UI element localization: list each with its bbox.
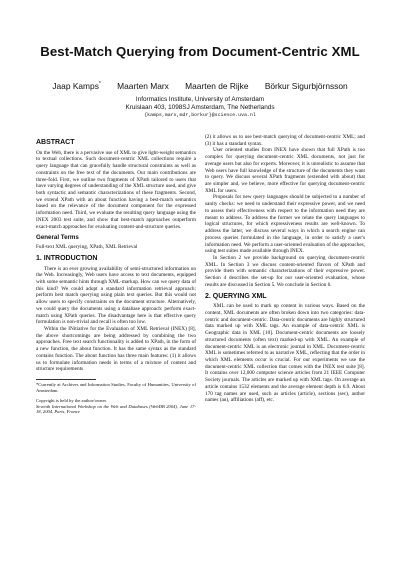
abstract-heading: ABSTRACT [36,139,75,146]
right-column [205,134,365,404]
affiliation-address: Kruislaan 403, 1098SJ Amsterdam, The Netherlands [125,104,275,112]
body-paragraph: User oriented studies from INEX have shown that full XPath is too complex for querying document-centric XML documents, not just for average users but also for experts. Moreover, it is unrealistic to assume that Web users have full knowledge of the structure of the documents they want to query. We discuss several XPath fragments (extended with about) that are simpler and, we believe, more effective for querying document-centric XML for users. [205,147,365,194]
author-footnote-mark: * [98,81,101,88]
author-name: Börkur Sigurbjörnsson [264,81,348,91]
body-paragraph: XML can be used to mark up content in various ways. Based on the content, XML documents are often broken down into two categories: data-centric and document-centric. Data-centric documents are highly structured data marked up with XML tags. An example of data-centric XML is Geographic data in XML [10]. Document-centric documents are loosely structured documents (often text) marked-up with XML. An example of document-centric XML is an electronic journal in XML. Document-centric XML is sometimes referred to as narrative XML, reflecting that the order in which XML elements occur is crucial. For our experiments we use the document-centric XML collection that comes with the INEX test suite [8]. It contains over 12,000 computer science articles from 21 IEEE Computer Society journals. The articles are marked up with XML tags. On average an article contains 1532 elements and the average element depth is 6.9. About 170 tag names are used, such as articles (article), sections (sec), author names (au), affiliations (aff), etc. [205,303,365,404]
querying-xml-heading: 2. QUERYING XML [205,292,267,300]
body-paragraph: In Section 2 we provide background on querying document-centric XML. In Section 3 we discuss content-oriented flavors of XPath and provide them with semantic characterizations of their expressive power. Section 4 describes the set-up for our user-oriented evaluation, whose results are discussed in Section 5. We conclude in Section 6. [205,254,365,288]
footnote: *Currently at Archives and Information Studies, Faculty of Humanities, University of Amsterdam. [36,382,196,393]
affiliation-email: {kamps,marx,mdr,borkur}@science.uva.nl [144,113,256,119]
author-name: Jaap Kamps* [52,81,101,91]
general-terms-heading: General Terms [36,234,79,242]
introduction-paragraph: Within the INitiative for the Evaluation of XML Retrieval (INEX) [8], the above shortcomings are being addressed by combining the two approaches. Free text search functionality is added to XPath, in the form of a new function, the about function. It has the same syntax as the standard contains function. The about function has three main features: (1) it allows us to formulate information needs in terms of a mixture of content and structure requirements [36,325,196,373]
footnote-divider [36,379,96,380]
introduction-heading: 1. INTRODUCTION [36,254,98,262]
venue-line: Seventh International Workshop on the Web and Databases (WebDB 2004), June 17-18, 2004, Paris, France [36,403,196,415]
affiliation-institute: Informatics Institute, University of Amsterdam [135,96,265,103]
left-column [36,140,196,415]
author-list [0,81,400,91]
paper-title: Best-Match Querying from Document-Centric XML [40,44,360,59]
introduction-paragraph: There is an ever growing availability of semi-structured information on the Web. Increasingly, Web users have access to text documents, equipped with some semantic hints through XML-markup. How can we query data of this kind? We could adopt a standard information retrieval approach: perform best match querying using plain text queries. But this would not allow users to specify constraints on the document structure. Alternatively, we could query the documents using a database approach: perform exact-match using XPath queries. The disadvantage here is that effective query formulation is non-trivial and recall is often too low. [36,265,196,326]
abstract-text: On the Web, there is a pervasive use of XML to give light-weight semantics to textual collections. Such document-centric XML collections require a query language that can gracefully handle structural constraints as well as constraints on the free text of the documents. Our main contributions are three-fold. First, we outline two fragments of XPath tailored to users that have varying degrees of understanding of the XML structure used, and give both syntactic and semantic characterizations of these fragments. Second, we extend XPath with an about function having a best-match semantics based on the relevance of the document component for the expressed information need. Third, we evaluate the resulting query language using the INEX 2003 test suite, and show that best-match approaches outperform exact-match approaches for evaluating content-and-structure queries. [36,149,196,230]
affiliation-block [0,96,400,121]
general-terms-text: Full-text XML querying, XPath, XML Retrieval [36,244,138,251]
author-name: Maarten de Rijke [185,81,249,91]
author-name: Maarten Marx [117,81,169,91]
body-paragraph: Proposals for new query languages should be subjected to a number of sanity checks: we need to understand their expressive power, and we need to assess their effectiveness with respect to the information need they are meant to address. To address the former we relate the query languages to logical structures, for which expressiveness results are well-known. To address the latter, we discuss several ways in which a search engine can process queries formulated in the language, in order to satisfy a user's information need. We perform a user-oriented evaluation of the approaches, using test suites made available through INEX. [205,194,365,255]
copyright-notice [36,398,196,415]
copyright-line: Copyright is held by the author/owner. [36,398,107,404]
body-paragraph: (2) it allows us to use best-match querying of document-centric XML; and (3) it has a standard syntax. [205,134,365,147]
